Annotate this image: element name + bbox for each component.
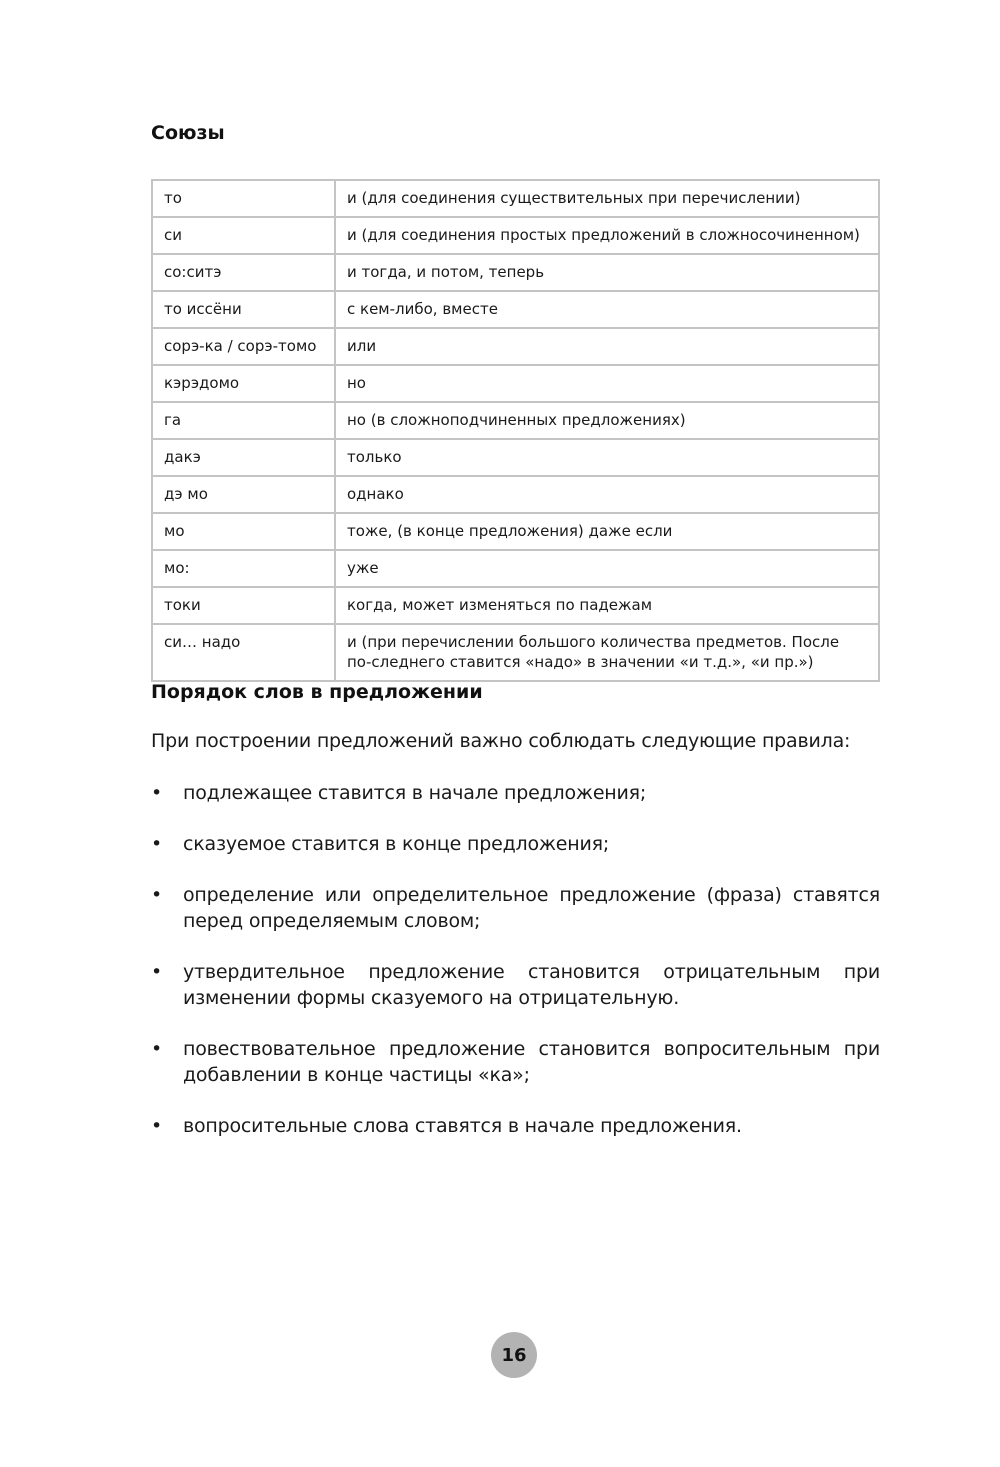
table-row xyxy=(152,254,879,291)
rule-text: вопросительные слова ставятся в начале предложения. xyxy=(183,1115,742,1137)
bullet-icon: • xyxy=(151,1115,163,1137)
meaning-cell: и (при перечислении большого количества предметов. После по-следнего ставится «надо» в значении «и т.д.», «и пр.») xyxy=(335,624,879,681)
meaning-cell: уже xyxy=(335,550,879,587)
meaning-cell: но (в сложноподчиненных предложениях) xyxy=(335,402,879,439)
list-item xyxy=(151,780,880,806)
bullet-icon: • xyxy=(151,961,163,983)
term-cell: га xyxy=(152,402,335,439)
bullet-icon: • xyxy=(151,1038,163,1060)
term-cell: дэ мо xyxy=(152,476,335,513)
table-row xyxy=(152,328,879,365)
term-cell: то xyxy=(152,180,335,217)
table-row xyxy=(152,550,879,587)
rule-text: повествовательное предложение становится вопросительным при добавлении в конце частицы «ка»; xyxy=(183,1038,880,1086)
table-row xyxy=(152,365,879,402)
table-row xyxy=(152,291,879,328)
table-row xyxy=(152,402,879,439)
table-row xyxy=(152,587,879,624)
table-row xyxy=(152,180,879,217)
section-title-word-order: Порядок слов в предложении xyxy=(151,681,483,703)
table-row xyxy=(152,439,879,476)
meaning-cell: с кем-либо, вместе xyxy=(335,291,879,328)
table-row xyxy=(152,476,879,513)
list-item xyxy=(151,1036,880,1088)
term-cell: мо: xyxy=(152,550,335,587)
meaning-cell: однако xyxy=(335,476,879,513)
list-item xyxy=(151,882,880,934)
page-number-badge xyxy=(491,1332,537,1378)
rule-text: определение или определительное предложение (фраза) ставятся перед определяемым словом; xyxy=(183,884,880,932)
table-row xyxy=(152,217,879,254)
term-cell: си… надо xyxy=(152,624,335,681)
bullet-icon: • xyxy=(151,782,163,804)
section-title-conjunctions: Союзы xyxy=(151,122,225,144)
meaning-cell: и (для соединения существительных при перечислении) xyxy=(335,180,879,217)
term-cell: то иссёни xyxy=(152,291,335,328)
list-item xyxy=(151,959,880,1011)
term-cell: дакэ xyxy=(152,439,335,476)
meaning-cell: только xyxy=(335,439,879,476)
list-item xyxy=(151,1113,880,1139)
bullet-icon: • xyxy=(151,884,163,906)
bullet-icon: • xyxy=(151,833,163,855)
table-row xyxy=(152,513,879,550)
rule-text: утвердительное предложение становится отрицательным при изменении формы сказуемого на отрицательную. xyxy=(183,961,880,1009)
meaning-cell: и тогда, и потом, теперь xyxy=(335,254,879,291)
term-cell: со:ситэ xyxy=(152,254,335,291)
rule-text: подлежащее ставится в начале предложения; xyxy=(183,782,647,804)
table-row xyxy=(152,624,879,681)
rule-text: сказуемое ставится в конце предложения; xyxy=(183,833,610,855)
conjunctions-table xyxy=(151,179,880,682)
term-cell: токи xyxy=(152,587,335,624)
meaning-cell: когда, может изменяться по падежам xyxy=(335,587,879,624)
meaning-cell: тоже, (в конце предложения) даже если xyxy=(335,513,879,550)
rules-list xyxy=(151,780,880,1164)
meaning-cell: но xyxy=(335,365,879,402)
page-number: 16 xyxy=(501,1344,527,1366)
term-cell: кэрэдомо xyxy=(152,365,335,402)
list-item xyxy=(151,831,880,857)
meaning-cell: или xyxy=(335,328,879,365)
meaning-cell: и (для соединения простых предложений в сложносочиненном) xyxy=(335,217,879,254)
term-cell: мо xyxy=(152,513,335,550)
term-cell: сорэ-ка / сорэ-томо xyxy=(152,328,335,365)
intro-paragraph: При построении предложений важно соблюдать следующие правила: xyxy=(151,730,851,752)
term-cell: си xyxy=(152,217,335,254)
